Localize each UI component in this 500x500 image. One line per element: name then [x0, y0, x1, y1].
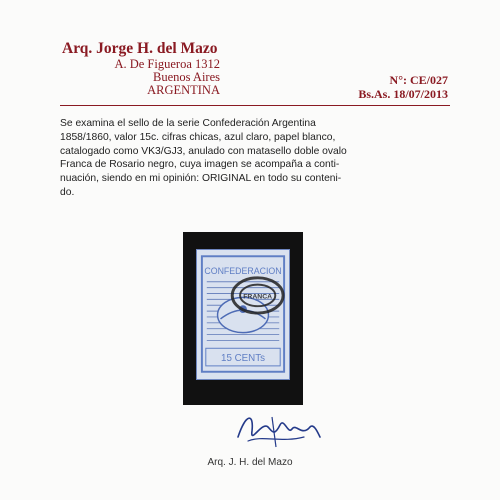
issuer-name: Arq. Jorge H. del Mazo [62, 40, 218, 57]
certificate-text-line: catalogado como VK3/GJ3, anulado con matasello doble ovalo [60, 145, 347, 157]
certificate-text [60, 117, 440, 200]
certificate-text-line: Franca de Rosario negro, cuya imagen se acompaña a conti- [60, 159, 340, 171]
header-divider [60, 105, 450, 106]
certificate-date: Bs.As. 18/07/2013 [358, 87, 448, 101]
issuer-address-country: ARGENTINA [147, 83, 220, 97]
stamp-image [196, 249, 290, 380]
certificate-number: N°: CE/027 [389, 73, 448, 87]
issuer-address-street: A. De Figueroa 1312 [114, 57, 220, 71]
certificate-text-line: do. [60, 186, 75, 198]
signature-label: Arq. J. H. del Mazo [207, 457, 293, 468]
certificate-text-line: Se examina el sello de la serie Confederación Argentina [60, 118, 316, 129]
certificate-id-block [358, 73, 448, 101]
issuer-address-city: Buenos Aires [152, 70, 220, 84]
signature-image [232, 407, 322, 451]
issuer-block [62, 40, 262, 97]
postmark-text: FRANCA [243, 293, 273, 301]
stamp-value-text: 15 CENTs [221, 352, 265, 364]
certificate-text-line: nuación, siendo en mi opinión: ORIGINAL en todo su conteni- [60, 173, 342, 185]
certificate-text-line: 1858/1860, valor 15c. cifras chicas, azul claro, papel blanco, [60, 131, 336, 143]
stamp-top-text: CONFEDERACION [204, 265, 282, 276]
